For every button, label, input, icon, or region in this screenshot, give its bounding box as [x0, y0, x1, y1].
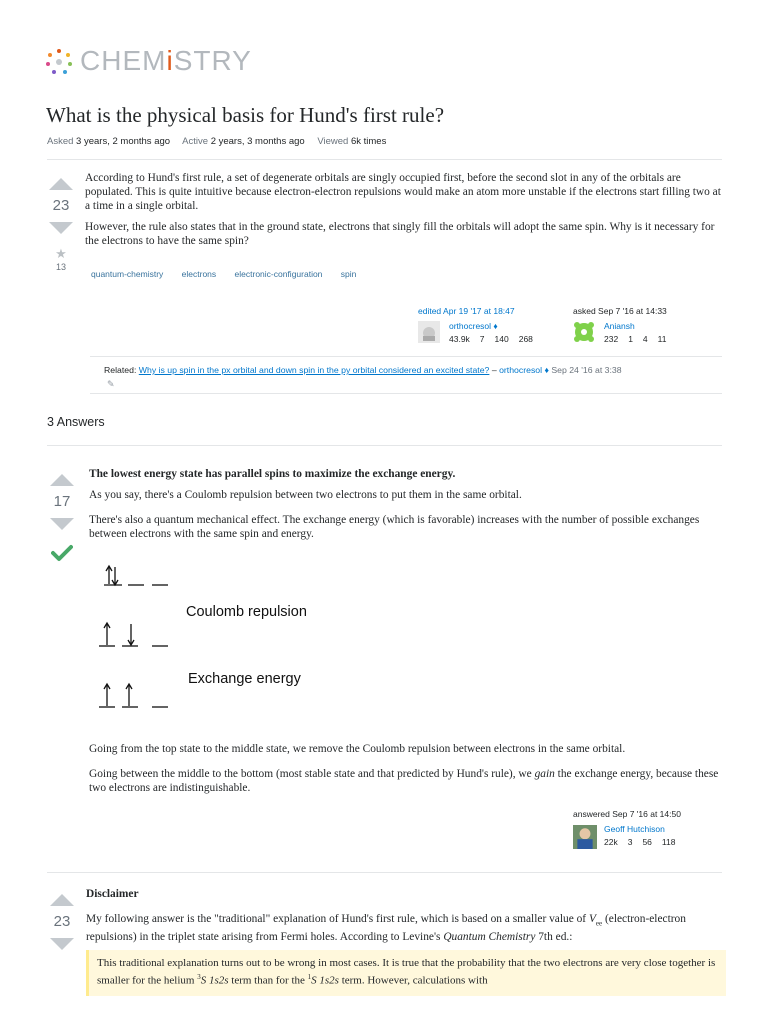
accepted-check-icon — [46, 544, 78, 567]
answer-paragraph: Going from the top state to the middle state, we remove the Coulomb repulsion between electrons in the same orbital. — [89, 743, 626, 755]
answer-paragraph: As you say, there's a Coulomb repulsion between two electrons to put them in the same orbital. — [89, 489, 522, 501]
downvote-button[interactable] — [49, 222, 73, 234]
upvote-button[interactable] — [49, 178, 73, 190]
answer-heading: Disclaimer — [86, 888, 139, 900]
editor-signature — [418, 306, 568, 346]
tag-list — [85, 267, 366, 281]
question-meta: Asked 3 years, 2 months ago Active 2 years, 3 months ago Viewed 6k times — [47, 136, 387, 147]
orbital-diagram-svg — [96, 560, 376, 720]
tag-quantum-chemistry[interactable]: quantum-chemistry — [91, 269, 164, 279]
question-paragraph: However, the rule also states that in the ground state, electrons that singly fill the orbitals will adopt the same spin. Why is it necessary for the electrons to have the same spin? — [85, 221, 715, 247]
divider — [47, 445, 722, 446]
downvote-button[interactable] — [50, 518, 74, 530]
answered-time: answered Sep 7 '16 at 14:50 — [573, 809, 681, 819]
comment-user[interactable]: orthocresol ♦ — [499, 365, 549, 375]
divider — [47, 872, 722, 873]
comment-time: Sep 24 '16 at 3:38 — [551, 365, 622, 375]
user-avatar[interactable] — [573, 825, 597, 849]
site-name: CHEMiSTRY — [80, 45, 252, 76]
answer-vote-column — [46, 894, 78, 950]
answers-count-heading: 3 Answers — [47, 415, 105, 429]
divider — [90, 356, 722, 357]
divider — [47, 159, 722, 160]
site-header[interactable] — [44, 44, 284, 80]
user-name[interactable]: Aniansh — [604, 321, 635, 331]
user-reputation: 43.9k 7 140 268 — [449, 334, 533, 344]
tag-electronic-configuration[interactable]: electronic-configuration — [234, 269, 323, 279]
vote-count: 23 — [53, 913, 71, 930]
question-title[interactable]: What is the physical basis for Hund's first rule? — [46, 103, 445, 127]
pencil-icon[interactable]: ✎ — [107, 379, 115, 389]
edited-link[interactable]: edited Apr 19 '17 at 18:47 — [418, 306, 515, 316]
tag-electrons[interactable]: electrons — [181, 269, 217, 279]
vote-count: 17 — [53, 493, 71, 510]
upvote-button[interactable] — [50, 894, 74, 906]
blockquote: This traditional explanation turns out to be wrong in most cases. It is true that the probability that the two electrons are very close together is smaller for the helium $^3$S 1s2s term than for the $^1$S 1s2s term. However, calculations with — [86, 950, 726, 996]
question-vote-column — [45, 178, 77, 272]
diagram-label: Coulomb repulsion — [186, 604, 307, 620]
asker-signature — [573, 306, 723, 346]
user-avatar[interactable] — [573, 321, 595, 343]
user-reputation: 22k 3 56 118 — [604, 837, 676, 847]
answer-paragraph: My following answer is the "traditional" explanation of Hund's first rule, which is based on a smaller value of $V_{ee}$ (electron-electron repulsions) in the triplet state arising from Fermi holes. According to Levine's Quantum Chemistry 7th ed.: — [86, 913, 686, 944]
answer-body-continued — [89, 742, 729, 802]
asked-time: asked Sep 7 '16 at 14:33 — [573, 306, 667, 316]
answer-paragraph: Going between the middle to the bottom (most stable state and that predicted by Hund's rule), we gain the exchange energy, because these two electrons are indistinguishable. — [89, 768, 719, 794]
question-paragraph: According to Hund's first rule, a set of degenerate orbitals are singly occupied first, before the second slot in any of the orbitals are populated. This is quite intuitive because electron-electron repulsions would make an atom more unstable if the electrons start filling two at a time in a single orbital. — [85, 172, 721, 212]
answer-body — [89, 467, 729, 548]
chemistry-logo-icon — [44, 47, 74, 77]
answer-body — [86, 887, 726, 951]
answer-vote-column — [46, 474, 78, 567]
upvote-button[interactable] — [50, 474, 74, 486]
favorite-star-icon[interactable]: ★ — [55, 246, 67, 261]
user-name[interactable]: Geoff Hutchison — [604, 824, 665, 834]
answerer-signature — [573, 809, 723, 849]
comment-link[interactable]: Why is up spin in the px orbital and down spin in the py orbital considered an excited state? — [138, 365, 490, 375]
divider — [90, 393, 722, 394]
tag-spin[interactable]: spin — [340, 269, 357, 279]
question-body — [85, 171, 725, 255]
user-avatar[interactable] — [418, 321, 440, 343]
orbital-diagram — [96, 560, 376, 720]
diagram-label: Exchange energy — [188, 671, 301, 687]
user-name[interactable]: orthocresol ♦ — [449, 321, 498, 331]
answer-paragraph: There's also a quantum mechanical effect. The exchange energy (which is favorable) increases with the number of possible exchanges between electrons with the same spin and energy. — [89, 514, 700, 540]
vote-count: 23 — [52, 197, 70, 214]
answer-lead: The lowest energy state has parallel spins to maximize the exchange energy. — [89, 468, 456, 480]
user-reputation: 232 1 4 11 — [604, 334, 667, 344]
favorite-count: 13 — [55, 262, 66, 272]
downvote-button[interactable] — [50, 938, 74, 950]
comment: Related: Why is up spin in the px orbital and down spin in the py orbital considered an excited state? – orthocresol ♦ Sep 24 '16 at 3:38 — [104, 365, 622, 375]
